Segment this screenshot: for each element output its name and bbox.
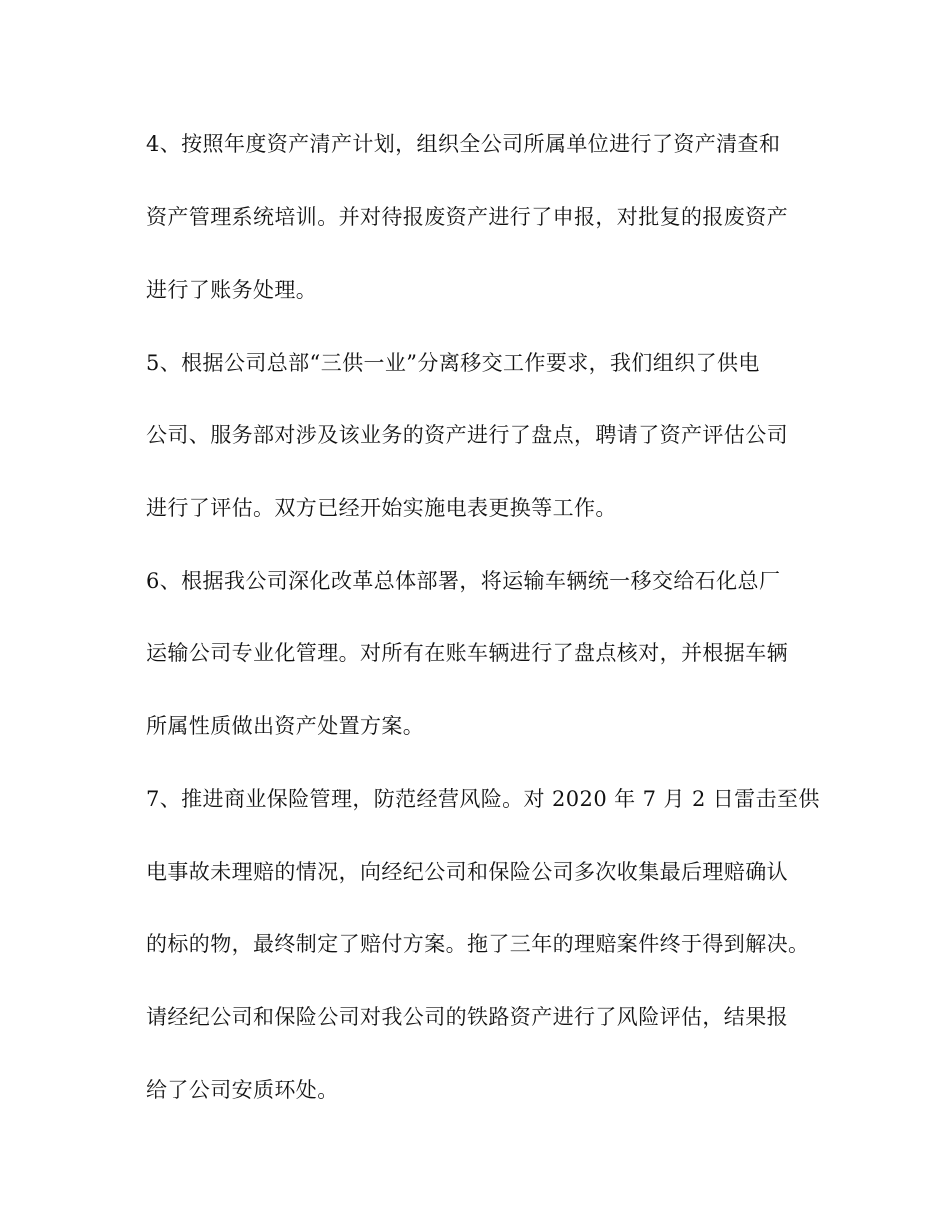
paragraph-5-line-3: 进行了评估。双方已经开始实施电表更换等工作。	[146, 496, 617, 520]
paragraph-4-line-3: 进行了账务处理。	[146, 278, 318, 302]
paragraph-6-line-1: 6、根据我公司深化改革总体部署，将运输车辆统一移交给石化总厂	[146, 569, 781, 593]
paragraph-7-line-5: 给了公司安质环处。	[146, 1078, 339, 1102]
paragraph-5-line-2: 公司、服务部对涉及该业务的资产进行了盘点，聘请了资产评估公司	[146, 423, 788, 447]
paragraph-7-line-4: 请经纪公司和保险公司对我公司的铁路资产进行了风险评估，结果报	[146, 1005, 788, 1029]
paragraph-7-line-2: 电事故未理赔的情况，向经纪公司和保险公司多次收集最后理赔确认	[146, 860, 788, 884]
paragraph-4-line-1: 4、按照年度资产清产计划，组织全公司所属单位进行了资产清查和	[146, 132, 781, 156]
paragraph-7-line-1: 7、推进商业保险管理，防范经营风险。对 2020 年 7 月 2 日雷击至供	[146, 787, 820, 811]
paragraph-7-line-3: 的标的物，最终制定了赔付方案。拖了三年的理赔案件终于得到解决。	[146, 932, 810, 956]
paragraph-5-line-1: 5、根据公司总部“三供一业”分离移交工作要求，我们组织了供电	[146, 351, 760, 375]
paragraph-6-line-2: 运输公司专业化管理。对所有在账车辆进行了盘点核对，并根据车辆	[146, 641, 788, 665]
paragraph-4-line-2: 资产管理系统培训。并对待报废资产进行了申报，对批复的报废资产	[146, 205, 788, 229]
paragraph-6-line-3: 所属性质做出资产处置方案。	[146, 714, 425, 738]
